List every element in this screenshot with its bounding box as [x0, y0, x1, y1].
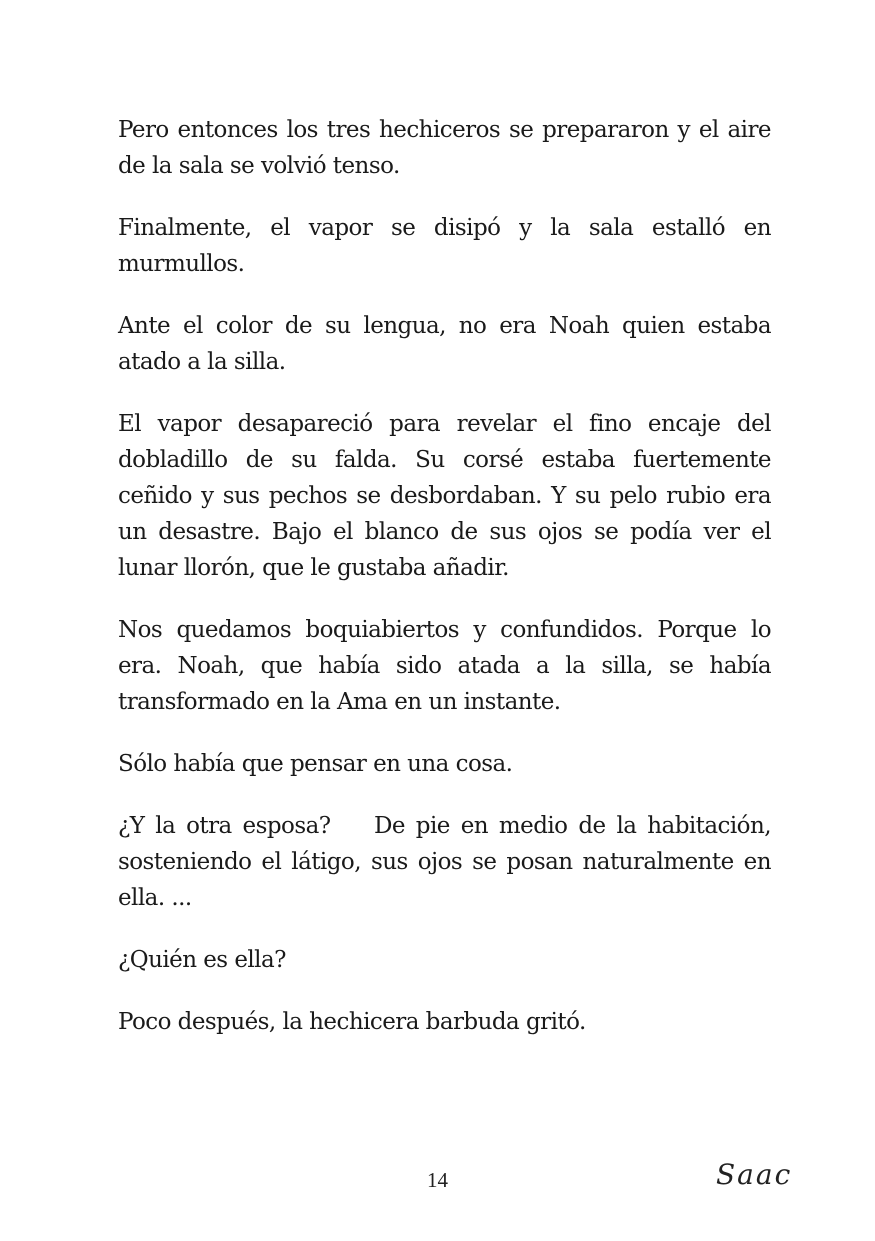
paragraph: ¿Y la otra esposa? De pie en medio de la habitación, sosteniendo el látigo, sus ojos se posan naturalmente en ella. ...	[118, 813, 778, 911]
paragraph: Pero entonces los tres hechiceros se prepararon y el aire de la sala se volvió tenso.	[118, 117, 771, 179]
paragraph: Poco después, la hechicera barbuda gritó.	[118, 1009, 586, 1035]
paragraph: Nos quedamos boquiabiertos y confundidos. Porque lo era. Noah, que había sido atada a la silla, se había transformado en la Ama en un instante.	[118, 617, 771, 715]
paragraph: Finalmente, el vapor se disipó y la sala estalló en murmullos.	[118, 215, 771, 277]
page-number: 14	[427, 1168, 448, 1192]
signature: Saac	[716, 1158, 793, 1191]
body-text	[118, 112, 778, 1040]
paragraph: ¿Quién es ella?	[118, 947, 286, 973]
paragraph: El vapor desapareció para revelar el fino encaje del dobladillo de su falda. Su corsé estaba fuertemente ceñido y sus pechos se desbordaban. Y su pelo rubio era un desastre. Bajo el blanco de sus ojos se podía ver el lunar llorón, que le gustaba añadir.	[118, 411, 771, 581]
paragraph: Ante el color de su lengua, no era Noah quien estaba atado a la silla.	[118, 313, 771, 375]
paragraph: Sólo había que pensar en una cosa.	[118, 751, 513, 777]
